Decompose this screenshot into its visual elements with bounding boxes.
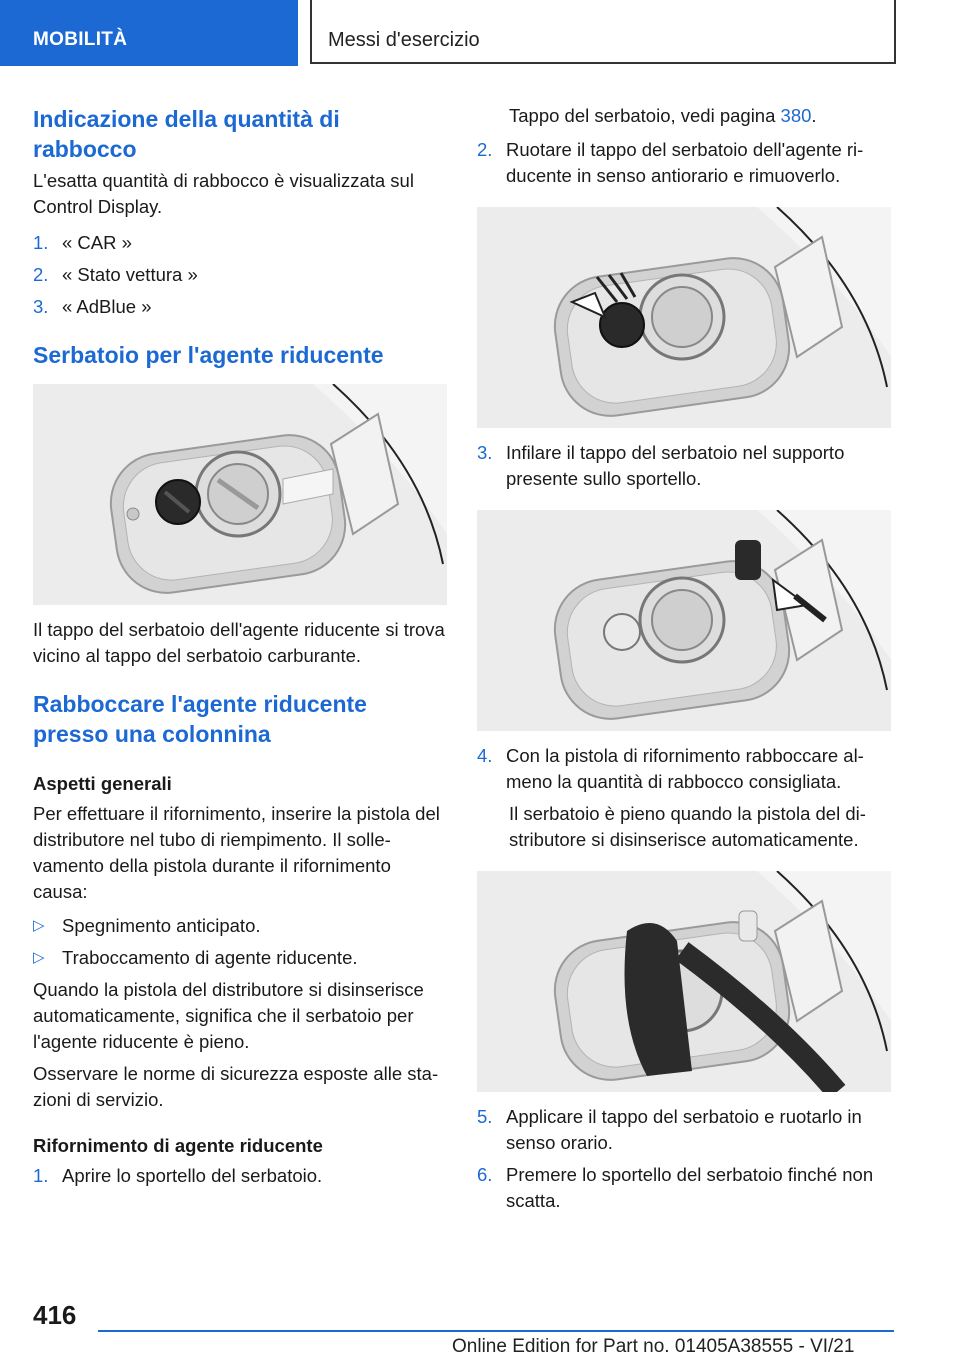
list-item: 5. Applicare il tappo del serbatoio e ruotarlo in senso orario.	[477, 1106, 862, 1153]
heading-refill-procedure: Rifornimento di agente riducente	[33, 1135, 323, 1156]
heading-reducing-agent-tank: Serbatoio per l'agente riducente	[33, 342, 384, 368]
list-item: ▷ Traboccamento di agente riducente.	[33, 945, 447, 971]
continued-step-text: Tappo del serbatoio, vedi pagina 380.	[509, 105, 817, 126]
heading-refill-quantity: Indicazione della quantità di rabbocco	[33, 106, 340, 162]
list-item: 6. Premere lo sportello del serbatoio finché non scatta.	[477, 1164, 874, 1211]
consequence-list	[33, 913, 447, 971]
list-item: 3. « AdBlue »	[33, 296, 152, 317]
list-item: 2. Ruotare il tappo del serbatoio dell'agente ri-ducente in senso antiorario e rimuoverlo.	[477, 139, 864, 186]
page-number: 416	[33, 1300, 77, 1330]
figure-tank-cap	[33, 384, 447, 605]
tank-location-text: Il tappo del serbatoio dell'agente riducente si trova vicino al tappo del serbatoio carburante.	[33, 619, 445, 666]
list-item: 2. « Stato vettura »	[33, 264, 198, 285]
list-item: 1. « CAR »	[33, 232, 132, 253]
tank-full-text: Quando la pistola del distributore si disinserisce automaticamente, significa che il serbatoio per l'agente riducente è pieno.	[33, 979, 424, 1052]
figure-refill-nozzle	[477, 871, 891, 1092]
cap-holder-illustration	[477, 510, 891, 731]
list-item: 3. Infilare il tappo del serbatoio nel supporto presente sullo sportello.	[477, 442, 845, 489]
left-column	[33, 100, 447, 1189]
page-header	[0, 0, 960, 66]
heading-general-aspects: Aspetti generali	[33, 773, 172, 794]
heading-refill-at-pump: Rabboccare l'agente riducente presso una colonnina	[33, 691, 367, 747]
fuel-door-illustration	[33, 384, 447, 605]
figure-remove-cap	[477, 207, 891, 428]
page-link[interactable]: 380	[780, 105, 812, 126]
refill-nozzle-illustration	[477, 871, 891, 1092]
refill-quantity-text: L'esatta quantità di rabbocco è visualizzata sul Control Display.	[33, 170, 414, 217]
footer-divider	[98, 1330, 894, 1332]
figure-cap-holder	[477, 510, 891, 731]
list-item: 4. Con la pistola di rifornimento rabboccare al-meno la quantità di rabbocco consigliata.	[477, 745, 864, 792]
section-tab: MOBILITÀ	[0, 0, 298, 66]
edition-text: Online Edition for Part no. 01405A38555 - VI/21	[452, 1336, 855, 1357]
refill-quantity-steps	[33, 230, 447, 320]
general-aspects-text: Per effettuare il rifornimento, inserire la pistola del distributore nel tubo di riempimento. Il solle-vamento della pistola durante il rifornimento causa:	[33, 803, 440, 902]
right-column	[477, 103, 891, 1214]
safety-text: Osservare le norme di sicurezza esposte alle sta-zioni di servizio.	[33, 1063, 439, 1110]
chapter-title: Messi d'esercizio	[310, 0, 896, 64]
triangle-bullet-icon: ▷	[33, 949, 45, 966]
list-item: 1. Aprire lo sportello del serbatoio.	[33, 1165, 323, 1186]
step4-note: Il serbatoio è pieno quando la pistola del di-stributore si disinserisce automaticamente.	[509, 803, 866, 850]
list-item: ▷ Spegnimento anticipato.	[33, 913, 447, 939]
remove-cap-illustration	[477, 207, 891, 428]
triangle-bullet-icon: ▷	[33, 917, 45, 934]
